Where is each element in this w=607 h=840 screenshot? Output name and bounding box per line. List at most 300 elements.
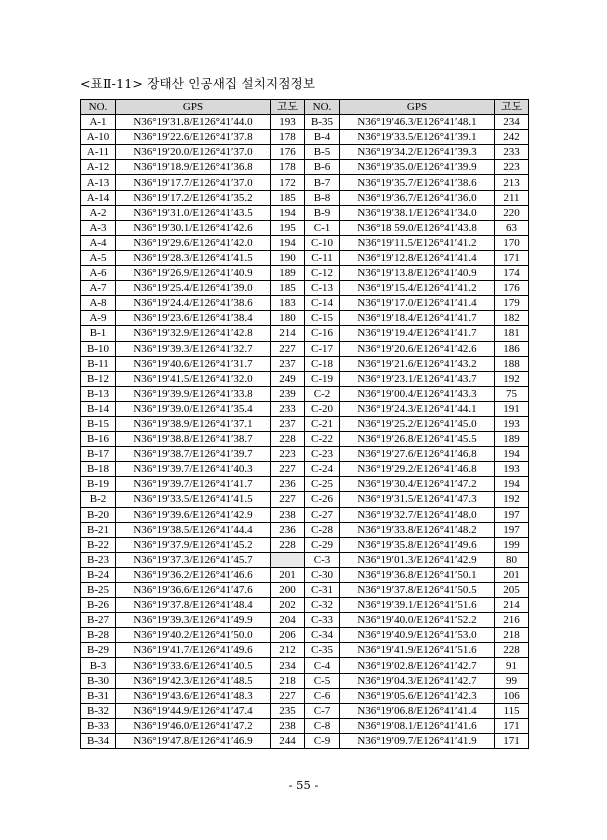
gps-cell: N36°19′47.8/E126°41′46.9 [116, 733, 271, 748]
station-id-cell: B-25 [81, 583, 116, 598]
table-row [81, 537, 529, 552]
station-id-cell: C-10 [305, 235, 340, 250]
table-row [81, 643, 529, 658]
station-id-cell: B-4 [305, 130, 340, 145]
station-id-cell: B-1 [81, 326, 116, 341]
station-id-cell: C-14 [305, 296, 340, 311]
gps-cell: N36°19′39.0/E126°41′35.4 [116, 401, 271, 416]
gps-cell: N36°19′23.6/E126°41′38.4 [116, 311, 271, 326]
altitude-cell: 204 [271, 613, 305, 628]
station-id-cell: A-7 [81, 281, 116, 296]
gps-cell: N36°19′34.2/E126°41′39.3 [340, 145, 495, 160]
gps-cell: N36°19′00.4/E126°41′43.3 [340, 386, 495, 401]
station-id-cell: B-21 [81, 522, 116, 537]
altitude-cell: 178 [271, 130, 305, 145]
altitude-cell: 172 [271, 175, 305, 190]
gps-cell: N36°19′39.7/E126°41′40.3 [116, 462, 271, 477]
table-row [81, 477, 529, 492]
station-id-cell: C-8 [305, 718, 340, 733]
altitude-cell: 170 [495, 235, 529, 250]
station-id-cell: B-31 [81, 688, 116, 703]
gps-cell: N36°19′38.7/E126°41′39.7 [116, 447, 271, 462]
altitude-cell: 178 [271, 160, 305, 175]
page-number: - 55 - [288, 778, 319, 792]
altitude-cell: 228 [495, 643, 529, 658]
gps-cell: N36°19′33.8/E126°41′48.2 [340, 522, 495, 537]
table-row [81, 462, 529, 477]
gps-cell: N36°19′17.7/E126°41′37.0 [116, 175, 271, 190]
gps-cell: N36°19′40.2/E126°41′50.0 [116, 628, 271, 643]
header-altitude: 고도 [495, 100, 529, 115]
station-id-cell: B-6 [305, 160, 340, 175]
table-row [81, 447, 529, 462]
altitude-cell: 228 [271, 432, 305, 447]
altitude-cell: 106 [495, 688, 529, 703]
altitude-cell: 194 [271, 205, 305, 220]
station-id-cell: A-10 [81, 130, 116, 145]
altitude-cell: 176 [495, 281, 529, 296]
table-row [81, 205, 529, 220]
station-id-cell: B-9 [305, 205, 340, 220]
gps-cell: N36°19′36.8/E126°41′50.1 [340, 567, 495, 582]
altitude-cell: 63 [495, 220, 529, 235]
gps-cell: N36°19′37.9/E126°41′45.2 [116, 537, 271, 552]
gps-cell: N36°19′31.8/E126°41′44.0 [116, 115, 271, 130]
station-id-cell: A-3 [81, 220, 116, 235]
table-row [81, 250, 529, 265]
header-gps: GPS [340, 100, 495, 115]
station-id-cell: B-29 [81, 643, 116, 658]
gps-cell: N36°19′24.3/E126°41′44.1 [340, 401, 495, 416]
altitude-cell: 220 [495, 205, 529, 220]
station-id-cell: C-19 [305, 371, 340, 386]
station-id-cell: C-12 [305, 266, 340, 281]
table-row [81, 507, 529, 522]
altitude-cell: 236 [271, 522, 305, 537]
gps-cell: N36°19′05.6/E126°41′42.3 [340, 688, 495, 703]
altitude-cell: 227 [271, 462, 305, 477]
header-altitude: 고도 [271, 100, 305, 115]
altitude-cell [271, 552, 305, 567]
gps-cell: N36°19′36.7/E126°41′36.0 [340, 190, 495, 205]
station-id-cell: B-24 [81, 567, 116, 582]
altitude-cell: 192 [495, 492, 529, 507]
table-row [81, 703, 529, 718]
altitude-cell: 202 [271, 598, 305, 613]
station-id-cell: C-29 [305, 537, 340, 552]
gps-cell: N36°19′35.7/E126°41′38.6 [340, 175, 495, 190]
altitude-cell: 223 [271, 447, 305, 462]
station-id-cell: C-11 [305, 250, 340, 265]
table-row [81, 175, 529, 190]
gps-cell: N36°19′12.8/E126°41′41.4 [340, 250, 495, 265]
altitude-cell: 171 [495, 250, 529, 265]
gps-cell: N36°19′39.3/E126°41′32.7 [116, 341, 271, 356]
altitude-cell: 91 [495, 658, 529, 673]
table-row [81, 220, 529, 235]
altitude-cell: 214 [495, 598, 529, 613]
station-id-cell: A-11 [81, 145, 116, 160]
altitude-cell: 185 [271, 190, 305, 205]
gps-cell: N36°19′08.1/E126°41′41.6 [340, 718, 495, 733]
station-id-cell: A-14 [81, 190, 116, 205]
altitude-cell: 213 [495, 175, 529, 190]
gps-cell: N36°19′26.9/E126°41′40.9 [116, 266, 271, 281]
station-id-cell: A-12 [81, 160, 116, 175]
station-id-cell: A-6 [81, 266, 116, 281]
gps-cell: N36°19′01.3/E126°41′42.9 [340, 552, 495, 567]
gps-cell: N36°19′37.8/E126°41′50.5 [340, 583, 495, 598]
gps-cell: N36°19′43.6/E126°41′48.3 [116, 688, 271, 703]
altitude-cell: 237 [271, 416, 305, 431]
altitude-cell: 238 [271, 718, 305, 733]
gps-table [80, 99, 529, 749]
table-row [81, 371, 529, 386]
altitude-cell: 242 [495, 130, 529, 145]
station-id-cell: B-22 [81, 537, 116, 552]
table-row [81, 688, 529, 703]
altitude-cell: 218 [495, 628, 529, 643]
station-id-cell: C-21 [305, 416, 340, 431]
gps-cell: N36°19′38.9/E126°41′37.1 [116, 416, 271, 431]
altitude-cell: 193 [495, 416, 529, 431]
altitude-cell: 227 [271, 688, 305, 703]
gps-cell: N36°19′46.3/E126°41′48.1 [340, 115, 495, 130]
station-id-cell: C-5 [305, 673, 340, 688]
table-row [81, 311, 529, 326]
altitude-cell: 194 [495, 447, 529, 462]
altitude-cell: 200 [271, 583, 305, 598]
station-id-cell: C-34 [305, 628, 340, 643]
altitude-cell: 233 [495, 145, 529, 160]
table-row [81, 598, 529, 613]
altitude-cell: 194 [271, 235, 305, 250]
station-id-cell: B-13 [81, 386, 116, 401]
altitude-cell: 186 [495, 341, 529, 356]
station-id-cell: A-13 [81, 175, 116, 190]
altitude-cell: 211 [495, 190, 529, 205]
gps-cell: N36°19′42.3/E126°41′48.5 [116, 673, 271, 688]
table-row [81, 281, 529, 296]
station-id-cell: C-17 [305, 341, 340, 356]
gps-cell: N36°19′27.6/E126°41′46.8 [340, 447, 495, 462]
station-id-cell: C-2 [305, 386, 340, 401]
gps-cell: N36°19′38.1/E126°41′34.0 [340, 205, 495, 220]
gps-cell: N36°19′38.8/E126°41′38.7 [116, 432, 271, 447]
gps-cell: N36°19′39.9/E126°41′33.8 [116, 386, 271, 401]
station-id-cell: A-9 [81, 311, 116, 326]
altitude-cell: 99 [495, 673, 529, 688]
station-id-cell: B-26 [81, 598, 116, 613]
gps-cell: N36°19′13.8/E126°41′40.9 [340, 266, 495, 281]
station-id-cell: C-7 [305, 703, 340, 718]
gps-cell: N36°19′41.7/E126°41′49.6 [116, 643, 271, 658]
station-id-cell: C-15 [305, 311, 340, 326]
gps-cell: N36°19′31.5/E126°41′47.3 [340, 492, 495, 507]
gps-cell: N36°18 59.0/E126°41′43.8 [340, 220, 495, 235]
gps-cell: N36°19′25.2/E126°41′45.0 [340, 416, 495, 431]
gps-cell: N36°19′46.0/E126°41′47.2 [116, 718, 271, 733]
altitude-cell: 190 [271, 250, 305, 265]
altitude-cell: 249 [271, 371, 305, 386]
table-row [81, 145, 529, 160]
station-id-cell: B-33 [81, 718, 116, 733]
header-no: NO. [305, 100, 340, 115]
station-id-cell: C-4 [305, 658, 340, 673]
station-id-cell: C-3 [305, 552, 340, 567]
altitude-cell: 171 [495, 718, 529, 733]
gps-cell: N36°19′18.9/E126°41′36.8 [116, 160, 271, 175]
gps-cell: N36°19′17.0/E126°41′41.4 [340, 296, 495, 311]
gps-cell: N36°19′35.8/E126°41′49.6 [340, 537, 495, 552]
station-id-cell: B-34 [81, 733, 116, 748]
table-row [81, 552, 529, 567]
table-row [81, 522, 529, 537]
station-id-cell: B-5 [305, 145, 340, 160]
station-id-cell: B-18 [81, 462, 116, 477]
gps-cell: N36°19′39.3/E126°41′49.9 [116, 613, 271, 628]
station-id-cell: C-18 [305, 356, 340, 371]
altitude-cell: 188 [495, 356, 529, 371]
gps-cell: N36°19′31.0/E126°41′43.5 [116, 205, 271, 220]
header-gps: GPS [116, 100, 271, 115]
altitude-cell: 189 [495, 432, 529, 447]
gps-cell: N36°19′32.9/E126°41′42.8 [116, 326, 271, 341]
altitude-cell: 181 [495, 326, 529, 341]
station-id-cell: B-14 [81, 401, 116, 416]
station-id-cell: B-20 [81, 507, 116, 522]
gps-cell: N36°19′30.1/E126°41′42.6 [116, 220, 271, 235]
gps-cell: N36°19′06.8/E126°41′41.4 [340, 703, 495, 718]
gps-cell: N36°19′37.8/E126°41′48.4 [116, 598, 271, 613]
altitude-cell: 205 [495, 583, 529, 598]
station-id-cell: A-2 [81, 205, 116, 220]
gps-cell: N36°19′11.5/E126°41′41.2 [340, 235, 495, 250]
altitude-cell: 189 [271, 266, 305, 281]
gps-cell: N36°19′09.7/E126°41′41.9 [340, 733, 495, 748]
station-id-cell: C-23 [305, 447, 340, 462]
altitude-cell: 179 [495, 296, 529, 311]
station-id-cell: B-7 [305, 175, 340, 190]
gps-cell: N36°19′37.3/E126°41′45.7 [116, 552, 271, 567]
station-id-cell: B-35 [305, 115, 340, 130]
gps-cell: N36°19′23.1/E126°41′43.7 [340, 371, 495, 386]
gps-cell: N36°19′40.6/E126°41′31.7 [116, 356, 271, 371]
station-id-cell: B-15 [81, 416, 116, 431]
gps-cell: N36°19′20.0/E126°41′37.0 [116, 145, 271, 160]
altitude-cell: 199 [495, 537, 529, 552]
station-id-cell: B-23 [81, 552, 116, 567]
table-row [81, 296, 529, 311]
station-id-cell: B-32 [81, 703, 116, 718]
altitude-cell: 214 [271, 326, 305, 341]
altitude-cell: 201 [271, 567, 305, 582]
altitude-cell: 228 [271, 537, 305, 552]
station-id-cell: A-8 [81, 296, 116, 311]
table-row [81, 492, 529, 507]
table-row [81, 235, 529, 250]
altitude-cell: 182 [495, 311, 529, 326]
altitude-cell: 206 [271, 628, 305, 643]
altitude-cell: 176 [271, 145, 305, 160]
station-id-cell: C-9 [305, 733, 340, 748]
altitude-cell: 227 [271, 492, 305, 507]
gps-cell: N36°19′29.6/E126°41′42.0 [116, 235, 271, 250]
altitude-cell: 212 [271, 643, 305, 658]
gps-cell: N36°19′20.6/E126°41′42.6 [340, 341, 495, 356]
altitude-cell: 216 [495, 613, 529, 628]
altitude-cell: 236 [271, 477, 305, 492]
table-row [81, 613, 529, 628]
altitude-cell: 183 [271, 296, 305, 311]
station-id-cell: C-35 [305, 643, 340, 658]
altitude-cell: 185 [271, 281, 305, 296]
gps-cell: N36°19′36.6/E126°41′47.6 [116, 583, 271, 598]
gps-cell: N36°19′28.3/E126°41′41.5 [116, 250, 271, 265]
table-header-row [81, 100, 529, 115]
station-id-cell: C-13 [305, 281, 340, 296]
table-row [81, 190, 529, 205]
gps-cell: N36°19′21.6/E126°41′43.2 [340, 356, 495, 371]
table-row [81, 718, 529, 733]
station-id-cell: A-4 [81, 235, 116, 250]
table-row [81, 401, 529, 416]
altitude-cell: 197 [495, 522, 529, 537]
table-row [81, 326, 529, 341]
gps-cell: N36°19′04.3/E126°41′42.7 [340, 673, 495, 688]
gps-cell: N36°19′33.5/E126°41′39.1 [340, 130, 495, 145]
station-id-cell: C-1 [305, 220, 340, 235]
altitude-cell: 201 [495, 567, 529, 582]
station-id-cell: C-24 [305, 462, 340, 477]
altitude-cell: 80 [495, 552, 529, 567]
gps-cell: N36°19′02.8/E126°41′42.7 [340, 658, 495, 673]
altitude-cell: 180 [271, 311, 305, 326]
table-row [81, 130, 529, 145]
table-row [81, 733, 529, 748]
altitude-cell: 75 [495, 386, 529, 401]
station-id-cell: B-16 [81, 432, 116, 447]
table-body [81, 115, 529, 749]
station-id-cell: C-26 [305, 492, 340, 507]
station-id-cell: B-3 [81, 658, 116, 673]
altitude-cell: 239 [271, 386, 305, 401]
table-caption: <표Ⅱ-11> 장태산 인공새집 설치지점정보 [80, 76, 316, 91]
table-row [81, 386, 529, 401]
altitude-cell: 193 [495, 462, 529, 477]
gps-cell: N36°19′36.2/E126°41′46.6 [116, 567, 271, 582]
station-id-cell: B-30 [81, 673, 116, 688]
gps-cell: N36°19′33.5/E126°41′41.5 [116, 492, 271, 507]
altitude-cell: 234 [495, 115, 529, 130]
gps-cell: N36°19′39.6/E126°41′42.9 [116, 507, 271, 522]
station-id-cell: C-31 [305, 583, 340, 598]
altitude-cell: 223 [495, 160, 529, 175]
station-id-cell: B-8 [305, 190, 340, 205]
station-id-cell: C-22 [305, 432, 340, 447]
table-row [81, 356, 529, 371]
table-row [81, 673, 529, 688]
gps-cell: N36°19′15.4/E126°41′41.2 [340, 281, 495, 296]
station-id-cell: B-12 [81, 371, 116, 386]
altitude-cell: 234 [271, 658, 305, 673]
gps-cell: N36°19′30.4/E126°41′47.2 [340, 477, 495, 492]
altitude-cell: 194 [495, 477, 529, 492]
gps-cell: N36°19′17.2/E126°41′35.2 [116, 190, 271, 205]
station-id-cell: A-5 [81, 250, 116, 265]
altitude-cell: 192 [495, 371, 529, 386]
table-row [81, 628, 529, 643]
gps-cell: N36°19′29.2/E126°41′46.8 [340, 462, 495, 477]
table-row [81, 432, 529, 447]
altitude-cell: 238 [271, 507, 305, 522]
table-row [81, 658, 529, 673]
station-id-cell: C-30 [305, 567, 340, 582]
table-row [81, 115, 529, 130]
station-id-cell: C-6 [305, 688, 340, 703]
gps-cell: N36°19′33.6/E126°41′40.5 [116, 658, 271, 673]
gps-cell: N36°19′41.9/E126°41′51.6 [340, 643, 495, 658]
table-row [81, 341, 529, 356]
gps-cell: N36°19′32.7/E126°41′48.0 [340, 507, 495, 522]
altitude-cell: 195 [271, 220, 305, 235]
table-row [81, 160, 529, 175]
altitude-cell: 244 [271, 733, 305, 748]
station-id-cell: B-28 [81, 628, 116, 643]
station-id-cell: B-27 [81, 613, 116, 628]
table-row [81, 266, 529, 281]
table-row [81, 583, 529, 598]
gps-cell: N36°19′26.8/E126°41′45.5 [340, 432, 495, 447]
altitude-cell: 233 [271, 401, 305, 416]
table-row [81, 416, 529, 431]
station-id-cell: B-11 [81, 356, 116, 371]
station-id-cell: C-20 [305, 401, 340, 416]
gps-cell: N36°19′18.4/E126°41′41.7 [340, 311, 495, 326]
station-id-cell: B-10 [81, 341, 116, 356]
altitude-cell: 237 [271, 356, 305, 371]
table-row [81, 567, 529, 582]
altitude-cell: 193 [271, 115, 305, 130]
gps-cell: N36°19′39.7/E126°41′41.7 [116, 477, 271, 492]
gps-cell: N36°19′38.5/E126°41′44.4 [116, 522, 271, 537]
station-id-cell: B-17 [81, 447, 116, 462]
station-id-cell: C-27 [305, 507, 340, 522]
station-id-cell: B-19 [81, 477, 116, 492]
gps-cell: N36°19′19.4/E126°41′41.7 [340, 326, 495, 341]
gps-cell: N36°19′44.9/E126°41′47.4 [116, 703, 271, 718]
station-id-cell: C-28 [305, 522, 340, 537]
gps-cell: N36°19′22.6/E126°41′37.8 [116, 130, 271, 145]
altitude-cell: 227 [271, 341, 305, 356]
altitude-cell: 115 [495, 703, 529, 718]
gps-cell: N36°19′40.9/E126°41′53.0 [340, 628, 495, 643]
station-id-cell: C-32 [305, 598, 340, 613]
altitude-cell: 235 [271, 703, 305, 718]
altitude-cell: 171 [495, 733, 529, 748]
gps-cell: N36°19′25.4/E126°41′39.0 [116, 281, 271, 296]
station-id-cell: C-33 [305, 613, 340, 628]
altitude-cell: 174 [495, 266, 529, 281]
altitude-cell: 191 [495, 401, 529, 416]
station-id-cell: A-1 [81, 115, 116, 130]
gps-cell: N36°19′41.5/E126°41′32.0 [116, 371, 271, 386]
gps-cell: N36°19′39.1/E126°41′51.6 [340, 598, 495, 613]
gps-cell: N36°19′35.0/E126°41′39.9 [340, 160, 495, 175]
station-id-cell: B-2 [81, 492, 116, 507]
station-id-cell: C-16 [305, 326, 340, 341]
station-id-cell: C-25 [305, 477, 340, 492]
